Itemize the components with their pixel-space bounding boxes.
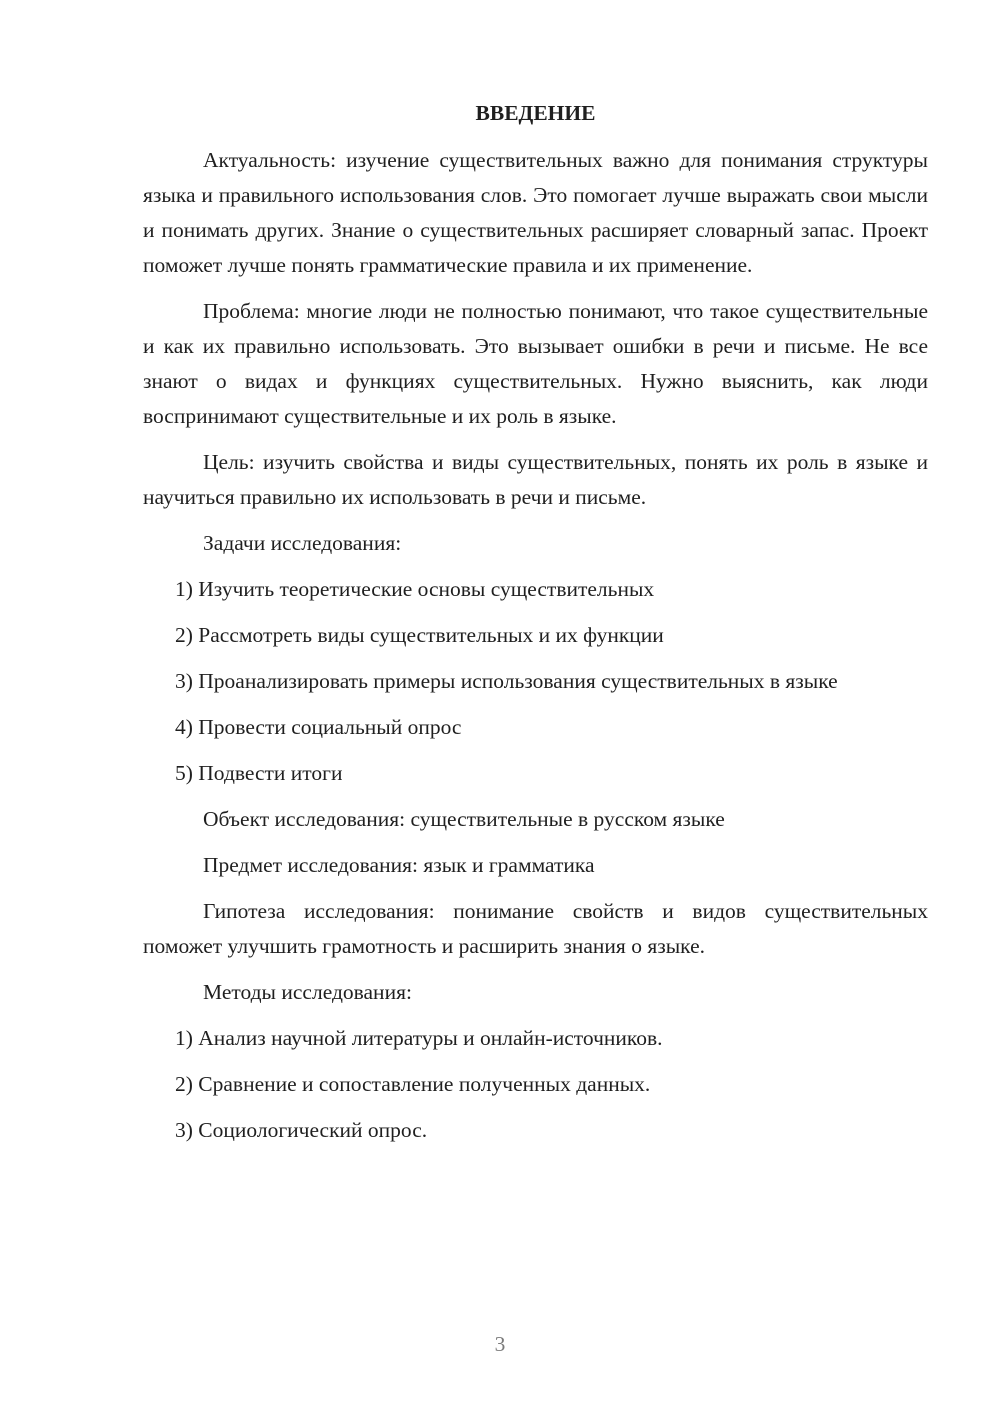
tasks-heading: Задачи исследования: [203, 531, 402, 555]
subject-paragraph: Предмет исследования: язык и грамматика [203, 853, 595, 877]
method-item: 1) Анализ научной литературы и онлайн-источников. [175, 1026, 663, 1050]
task-item: 1) Изучить теоретические основы существительных [175, 577, 655, 601]
page-title: ВВЕДЕНИЕ [475, 101, 596, 125]
document-page [143, 96, 928, 1159]
hypothesis-paragraph: Гипотеза исследования: понимание свойств и видов существительных поможет улучшить грамотность и расширить знания о языке. [143, 899, 928, 958]
task-item: 2) Рассмотреть виды существительных и их функции [175, 623, 664, 647]
relevance-paragraph: Актуальность: изучение существительных важно для понимания структуры языка и правильного использования слов. Это помогает лучше выражать свои мысли и понимать других. Знание о существительных расширяет словарный запас. Проект поможет лучше понять грамматические правила и их применение. [143, 148, 928, 277]
problem-paragraph: Проблема: многие люди не полностью понимают, что такое существительные и как их правильно использовать. Это вызывает ошибки в речи и письме. Не все знают о видах и функциях существительных. Нужно выяснить, как люди воспринимают существительные и их роль в языке. [143, 299, 928, 428]
task-item: 3) Проанализировать примеры использования существительных в языке [175, 669, 838, 693]
methods-heading: Методы исследования: [203, 980, 412, 1004]
task-item: 4) Провести социальный опрос [175, 715, 462, 739]
page-number: 3 [494, 1332, 506, 1356]
goal-paragraph: Цель: изучить свойства и виды существительных, понять их роль в языке и научиться правильно их использовать в речи и письме. [143, 450, 928, 509]
method-item: 2) Сравнение и сопоставление полученных данных. [175, 1072, 651, 1096]
object-paragraph: Объект исследования: существительные в русском языке [203, 807, 725, 831]
task-item: 5) Подвести итоги [175, 761, 343, 785]
method-item: 3) Социологический опрос. [175, 1118, 428, 1142]
